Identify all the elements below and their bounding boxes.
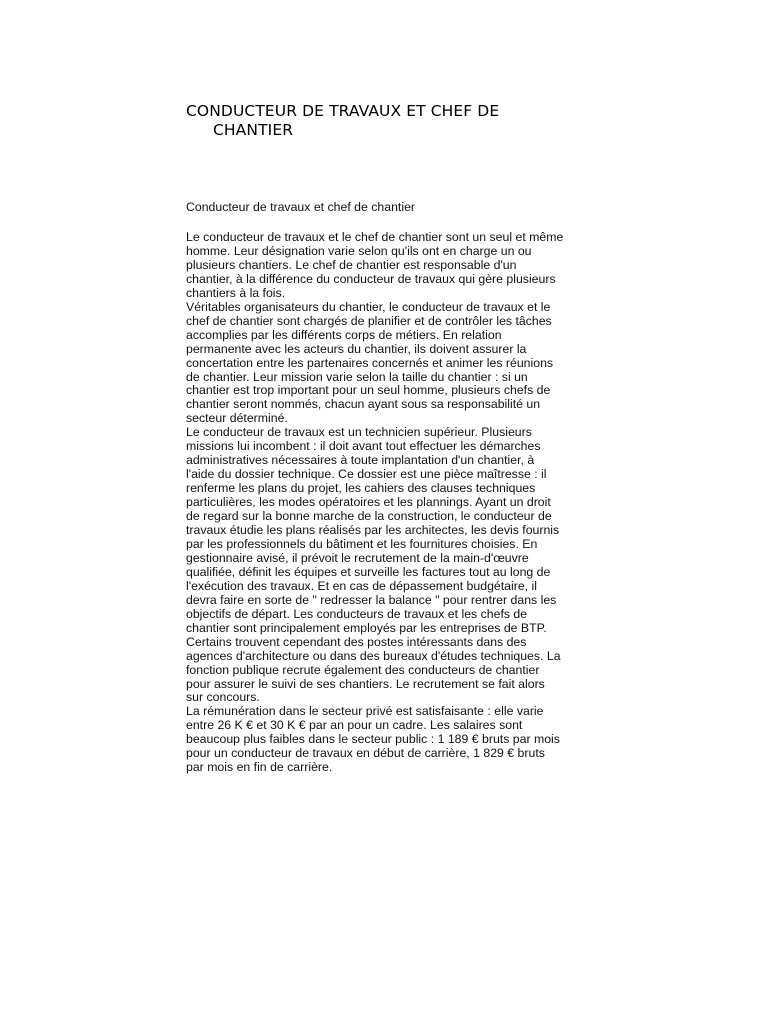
body-text-line: qualifiée, définit les équipes et surveille les factures tout au long de <box>186 564 551 579</box>
body-text-line: concertation entre les partenaires concernés et animer les réunions <box>186 355 554 370</box>
document-subtitle: Conducteur de travaux et chef de chantier <box>186 200 415 214</box>
body-text-line: beaucoup plus faibles dans le secteur public : 1 189 € bruts par mois <box>186 732 560 747</box>
body-text-line: gestionnaire avisé, il prévoit le recrutement de la main-d'œuvre <box>186 550 529 565</box>
body-text-line: chantier est trop important pour un seul homme, plusieurs chefs de <box>186 383 551 398</box>
body-text-line: particulières, les modes opératoires et les plannings. Ayant un droit <box>186 495 551 510</box>
body-text-line: chef de chantier sont chargés de planifier et de contrôler les tâches <box>186 313 552 328</box>
body-text-line: par mois en fin de carrière. <box>186 760 333 775</box>
body-text-line: Véritables organisateurs du chantier, le conducteur de travaux et le <box>186 299 551 314</box>
body-text-line: homme. Leur désignation varie selon qu'ils ont en charge un ou <box>186 243 532 258</box>
body-text-line: travaux étudie les plans réalisés par les architectes, les devis fournis <box>186 523 560 538</box>
body-text-line: sur concours. <box>186 690 260 705</box>
body-text-line: chantier sont principalement employés par les entreprises de BTP. <box>186 620 547 635</box>
body-text-line: administratives nécessaires à toute implantation d'un chantier, à <box>186 453 535 468</box>
body-text-line: fonction publique recrute également des conducteurs de chantier <box>186 662 540 677</box>
body-text-line: objectifs de départ. Les conducteurs de travaux et les chefs de <box>186 606 528 621</box>
body-text-line: chantier seront nommés, chacun ayant sous sa responsabilité un <box>186 397 541 412</box>
body-text-line: renferme les plans du projet, les cahiers des clauses techniques <box>186 481 536 496</box>
document-title <box>186 102 566 140</box>
body-text-line: plusieurs chantiers. Le chef de chantier est responsable d'un <box>186 257 517 272</box>
body-text-line: Le conducteur de travaux et le chef de chantier sont un seul et même <box>186 230 564 244</box>
body-text-line: entre 26 K € et 30 K € par an pour un cadre. Les salaires sont <box>186 718 523 733</box>
body-text-line: l'exécution des travaux. Et en cas de dépassement budgétaire, il <box>186 578 537 593</box>
body-text-line: de chantier. Leur mission varie selon la taille du chantier : si un <box>186 369 528 384</box>
body-text-line: permanente avec les acteurs du chantier, ils doivent assurer la <box>186 341 527 356</box>
body-text-line: Certains trouvent cependant des postes intéressants dans des <box>186 634 527 649</box>
body-text-line: pour un conducteur de travaux en début de carrière, 1 829 € bruts <box>186 746 545 761</box>
body-text-line: par les professionnels du bâtiment et les fournitures choisies. En <box>186 536 538 551</box>
body-text-line: La rémunération dans le secteur privé est satisfaisante : elle varie <box>186 704 544 719</box>
body-text-line: chantiers à la fois. <box>186 285 286 300</box>
body-text-line: missions lui incombent : il doit avant tout effectuer les démarches <box>186 439 541 454</box>
body-text-line: l'aide du dossier technique. Ce dossier est une pièce maîtresse : il <box>186 467 547 482</box>
body-text-line: de regard sur la bonne marche de la construction, le conducteur de <box>186 509 552 524</box>
body-text-line: secteur déterminé. <box>186 411 288 426</box>
body-text-line: agences d'architecture ou dans des bureaux d'études techniques. La <box>186 648 561 663</box>
body-text-line: devra faire en sorte de " redresser la balance " pour rentrer dans les <box>186 592 557 607</box>
document-body <box>186 231 586 775</box>
body-text-line: Le conducteur de travaux est un technicien supérieur. Plusieurs <box>186 425 532 440</box>
document-title-line-1: CONDUCTEUR DE TRAVAUX ET CHEF DE <box>186 102 500 120</box>
body-text-line: pour assurer le suivi de ses chantiers. Le recrutement se fait alors <box>186 676 545 691</box>
body-text-line: accomplies par les différents corps de métiers. En relation <box>186 327 502 342</box>
body-text-line: chantier, à la différence du conducteur de travaux qui gère plusieurs <box>186 271 556 286</box>
document-title-line-2: CHANTIER <box>213 121 294 139</box>
